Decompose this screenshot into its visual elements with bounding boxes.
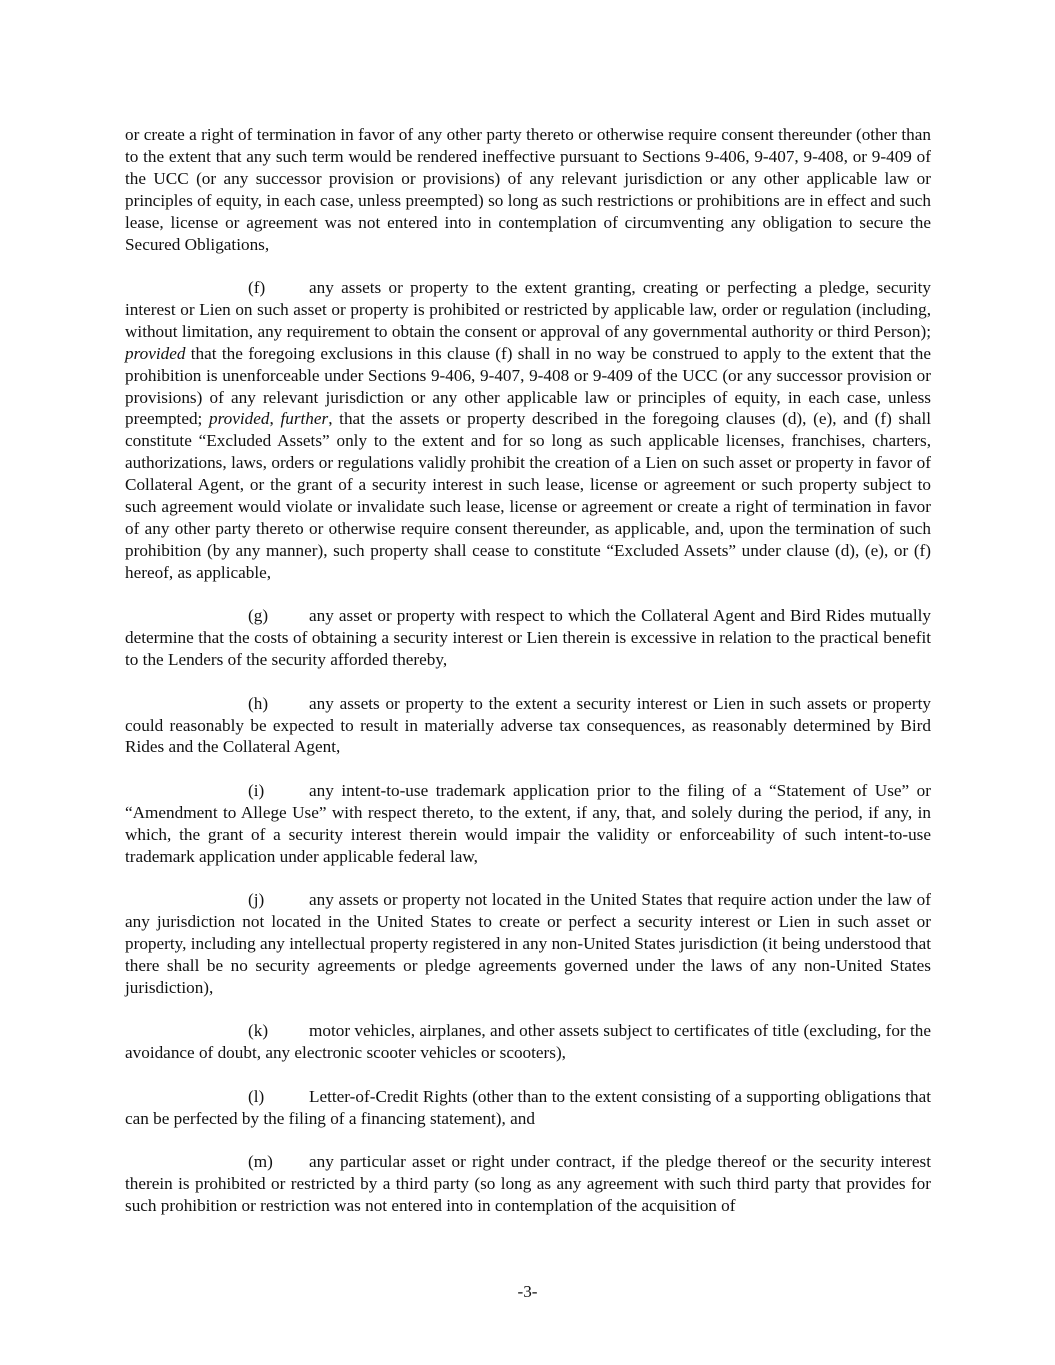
clause-label: (f) bbox=[248, 278, 266, 298]
clause-l bbox=[125, 1086, 931, 1130]
clause-label: (l) bbox=[248, 1086, 265, 1106]
clause-text: , that the assets or property described in the foregoing clauses (d), (e), and (f) shall constitute “Excluded Assets” only to the extent and for so long as such applicable licenses, franchises, charters, authorizations, laws, orders or regulations validly prohibit the creation of a Lien on such asset or property in favor of Collateral Agent, or the grant of a security interest in such lease, license or agreement or such property subject to such agreement would violate or invalidate such lease, license or agreement or create a right of termination in favor of any other party thereto or otherwise require consent thereunder, as applicable, and, upon the termination of such prohibition (by any manner), such property shall cease to constitute “Excluded Assets” under clause (d), (e), or (f) hereof, as applicable, bbox=[125, 409, 932, 582]
clause-m bbox=[125, 1151, 931, 1217]
clause-label: (j) bbox=[248, 890, 265, 910]
clause-label: (k) bbox=[248, 1021, 269, 1041]
intro-paragraph: or create a right of termination in favor of any other party thereto or otherwise require consent thereunder (other than to the extent that any such term would be rendered ineffective pursuant to Sections 9-406, 9-407, 9-408, or 9-409 of the UCC (or any successor provision or provisions) of any relevant jurisdiction or any other applicable law or principles of equity, in each case, unless preempted) so long as such restrictions or prohibitions are in effect and such lease, license or agreement was not entered into in contemplation of circumventing any obligation to secure the Secured Obligations, bbox=[125, 125, 931, 254]
clause-g bbox=[125, 605, 931, 671]
clause-label: (h) bbox=[248, 693, 269, 713]
emphasis-further: further bbox=[280, 409, 329, 429]
clause-h bbox=[125, 693, 931, 759]
clause-text: any assets or property to the extent granting, creating or perfecting a pledge, security interest or Lien on such asset or property is prohibited or restricted by applicable law, order or regulation (including, without limitation, any requirement to obtain the consent or approval of any governmental authority or third Person); bbox=[125, 278, 931, 341]
clause-label: (m) bbox=[248, 1152, 273, 1172]
emphasis-provided: provided bbox=[125, 343, 186, 363]
page-number: -3- bbox=[517, 1282, 538, 1301]
clause-text: any asset or property with respect to which the Collateral Agent and Bird Rides mutually determine that the costs of obtaining a security interest or Lien therein is excessive in relation to the practical benefit to the Lenders of the security afforded thereby, bbox=[125, 606, 931, 670]
clause-label: (i) bbox=[248, 780, 265, 800]
clause-k bbox=[125, 1020, 931, 1064]
clause-text: any intent-to-use trademark application prior to the filing of a “Statement of Use” or “Amendment to Allege Use” with respect thereto, to the extent, if any, that, and solely during the period, if any, in which, the grant of a security interest therein would impair the validity or enforceability of such intent-to-use trademark application under applicable federal law, bbox=[125, 780, 931, 866]
clause-f bbox=[125, 277, 931, 584]
emphasis-provided: provided bbox=[209, 409, 270, 429]
clause-i bbox=[125, 780, 931, 868]
clause-text: Letter-of-Credit Rights (other than to the extent consisting of a supporting obligations that can be perfected by the filing of a financing statement), and bbox=[125, 1086, 931, 1128]
clause-text: that the foregoing exclusions in this clause (f) shall in no way be construed to apply to the extent that the prohibition is unenforceable under Sections 9-406, 9-407, 9-408 or 9-409 of the UCC (or any successor provision or provisions) of any relevant jurisdiction or any other applicable law or principles of equity, in each case, unless preempted; bbox=[125, 343, 931, 429]
clause-text: any particular asset or right under contract, if the pledge thereof or the security interest therein is prohibited or restricted by a third party (so long as any agreement with such third party that provides for such prohibition or restriction was not entered into in contemplation of the acquisition of bbox=[125, 1152, 931, 1215]
document-page bbox=[125, 124, 931, 1238]
clause-text: , bbox=[269, 409, 281, 429]
clause-text: any assets or property not located in the United States that require action under the law of any jurisdiction not located in the United States to create or perfect a security interest or Lien in such asset or property, including any intellectual property registered in any non-United States jurisdiction (it being understood that there shall be no security agreements or pledge agreements governed under the laws of any non-United States jurisdiction), bbox=[125, 890, 931, 997]
clause-text: any assets or property to the extent a security interest or Lien in such assets or property could reasonably be expected to result in materially adverse tax consequences, as reasonably determined by Bird Rides and the Collateral Agent, bbox=[125, 693, 931, 757]
clause-text: motor vehicles, airplanes, and other assets subject to certificates of title (excluding, for the avoidance of doubt, any electronic scooter vehicles or scooters), bbox=[125, 1021, 931, 1063]
clause-label: (g) bbox=[248, 606, 269, 626]
clause-j bbox=[125, 889, 931, 999]
